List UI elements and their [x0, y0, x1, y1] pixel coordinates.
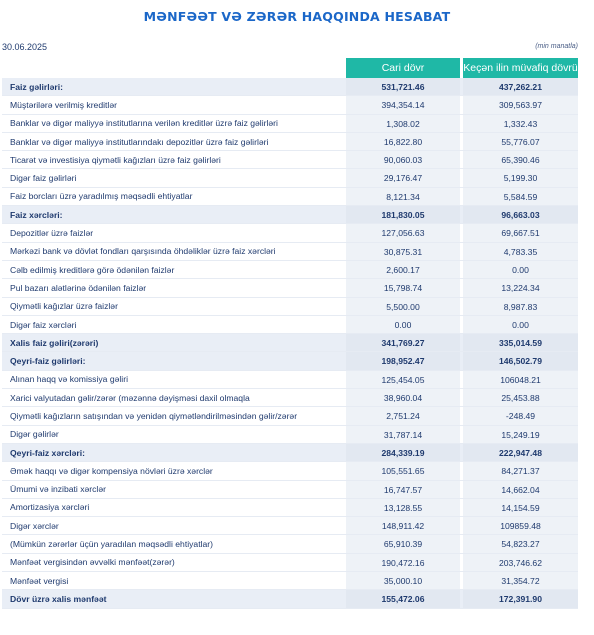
table-header: [2, 58, 578, 78]
table-row: [2, 389, 578, 407]
value-current: 198,952.47: [346, 352, 460, 369]
value-current: 125,454.05: [346, 371, 460, 388]
value-previous: 31,354.72: [463, 572, 578, 589]
row-label: Digər faiz xərcləri: [10, 319, 77, 330]
row-label: Xarici valyutadan gəlir/zərər (məzənnə dəyişməsi daxil olmaqla: [10, 392, 250, 403]
value-current: 16,822.80: [346, 133, 460, 150]
value-previous: 13,224.34: [463, 279, 578, 296]
value-previous: 15,249.19: [463, 426, 578, 443]
value-previous: 25,453.88: [463, 389, 578, 406]
table-row: [2, 554, 578, 572]
report-date: 30.06.2025: [2, 42, 48, 52]
row-label: Amortizasiya xərcləri: [10, 502, 90, 513]
row-label: (Mümkün zərərlər üçün yaradılan məqsədli ehtiyatlar): [10, 539, 213, 550]
value-previous: 14,154.59: [463, 499, 578, 516]
row-label: Depozitlər üzrə faizlər: [10, 228, 94, 239]
table-row: [2, 444, 578, 462]
row-label: Digər xərclər: [10, 520, 59, 531]
income-statement-table: [2, 58, 578, 609]
table-row: [2, 371, 578, 389]
value-current: 13,128.55: [346, 499, 460, 516]
row-label: Qeyri-faiz gəlirləri:: [10, 356, 86, 367]
table-row: [2, 151, 578, 169]
table-row: [2, 517, 578, 535]
value-previous: 335,014.59: [463, 334, 578, 351]
row-label: Mənfəət vergisindən əvvəlki mənfəət(zərər): [10, 557, 175, 568]
row-label: Qiymətli kağızlar üzrə faizlər: [10, 301, 118, 312]
value-current: 394,354.14: [346, 96, 460, 113]
value-previous: 309,563.97: [463, 96, 578, 113]
row-label: Faiz borcları üzrə yaradılmış məqsədli ehtiyatlar: [10, 191, 193, 202]
value-previous: 0.00: [463, 261, 578, 278]
value-current: 15,798.74: [346, 279, 460, 296]
table-row: [2, 407, 578, 425]
table-row: [2, 298, 578, 316]
row-label: Ümumi və inzibati xərclər: [10, 484, 106, 495]
value-previous: 4,783.35: [463, 243, 578, 260]
column-header-current: Cari dövr: [346, 58, 460, 78]
value-previous: 203,746.62: [463, 554, 578, 571]
value-current: 8,121.34: [346, 188, 460, 205]
table-row: [2, 316, 578, 334]
row-label: Mərkəzi bank və dövlət fondları qarşısında öhdəliklər üzrə faiz xərcləri: [10, 246, 276, 257]
table-body: [2, 78, 578, 609]
row-label: Banklar və digər maliyyə institutlarına verilən kreditlər üzrə faiz gəlirləri: [10, 118, 278, 129]
table-row: [2, 334, 578, 352]
value-previous: 84,271.37: [463, 462, 578, 479]
table-row: [2, 462, 578, 480]
value-current: 148,911.42: [346, 517, 460, 534]
value-current: 0.00: [346, 316, 460, 333]
header-spacer: [2, 58, 344, 78]
value-current: 127,056.63: [346, 224, 460, 241]
value-previous: -248.49: [463, 407, 578, 424]
row-label: Alınan haqq və komissiya gəliri: [10, 374, 128, 385]
row-label: Mənfəət vergisi: [10, 575, 69, 586]
currency-unit: (min manatla): [535, 43, 578, 50]
row-label: Xalis faiz gəliri(zərəri): [10, 337, 99, 348]
value-current: 531,721.46: [346, 78, 460, 95]
value-current: 1,308.02: [346, 115, 460, 132]
row-label: Qiymətli kağızların satışından və yenidən qiymətləndirilməsindən gəlir/zərər: [10, 410, 298, 421]
row-label: Ticarət və investisiya qiymətli kağızları üzrə faiz gəlirləri: [10, 154, 221, 165]
value-current: 65,910.39: [346, 535, 460, 552]
table-row: [2, 352, 578, 370]
row-label: Banklar və digər maliyyə institutlarındakı depozitlər üzrə faiz gəlirləri: [10, 136, 269, 147]
value-current: 284,339.19: [346, 444, 460, 461]
value-current: 341,769.27: [346, 334, 460, 351]
value-current: 155,472.06: [346, 590, 460, 607]
table-row: [2, 188, 578, 206]
row-label: Dövr üzrə xalis mənfəət: [10, 593, 107, 604]
report-title: MƏNFƏƏT VƏ ZƏRƏR HAQQINDA HESABAT: [143, 9, 451, 24]
table-row: [2, 535, 578, 553]
value-current: 190,472.16: [346, 554, 460, 571]
value-previous: 437,262.21: [463, 78, 578, 95]
value-previous: 54,823.27: [463, 535, 578, 552]
value-current: 105,551.65: [346, 462, 460, 479]
row-label: Digər gəlirlər: [10, 429, 59, 440]
value-previous: 5,199.30: [463, 169, 578, 186]
value-current: 35,000.10: [346, 572, 460, 589]
value-previous: 109859.48: [463, 517, 578, 534]
value-previous: 1,332.43: [463, 115, 578, 132]
value-previous: 65,390.46: [463, 151, 578, 168]
value-previous: 0.00: [463, 316, 578, 333]
row-label: Pul bazarı alətlərinə ödənilən faizlər: [10, 282, 147, 293]
value-current: 29,176.47: [346, 169, 460, 186]
value-previous: 146,502.79: [463, 352, 578, 369]
row-label: Digər faiz gəlirləri: [10, 173, 77, 184]
table-row: [2, 572, 578, 590]
row-label: Cəlb edilmiş kreditlərə görə ödənilən faizlər: [10, 264, 175, 275]
table-row: [2, 426, 578, 444]
row-label: Müştərilərə verilmiş kreditlər: [10, 99, 117, 110]
table-row: [2, 481, 578, 499]
value-current: 16,747.57: [346, 481, 460, 498]
table-row: [2, 499, 578, 517]
table-row: [2, 261, 578, 279]
value-current: 31,787.14: [346, 426, 460, 443]
row-label: Əmək haqqı və digər kompensiya növləri üzrə xərclər: [10, 465, 213, 476]
row-label: Qeyri-faiz xərcləri:: [10, 447, 85, 458]
column-header-previous: Keçən ilin müvafiq dövrü: [463, 58, 578, 78]
table-row: [2, 224, 578, 242]
value-current: 38,960.04: [346, 389, 460, 406]
table-row: [2, 590, 578, 608]
value-current: 2,751.24: [346, 407, 460, 424]
value-previous: 14,662.04: [463, 481, 578, 498]
row-label: Faiz xərcləri:: [10, 209, 63, 220]
value-previous: 96,663.03: [463, 206, 578, 223]
value-previous: 172,391.90: [463, 590, 578, 607]
table-row: [2, 115, 578, 133]
value-current: 181,830.05: [346, 206, 460, 223]
table-row: [2, 133, 578, 151]
value-current: 2,600.17: [346, 261, 460, 278]
table-row: [2, 279, 578, 297]
value-previous: 69,667.51: [463, 224, 578, 241]
value-previous: 5,584.59: [463, 188, 578, 205]
table-row: [2, 206, 578, 224]
value-previous: 55,776.07: [463, 133, 578, 150]
value-current: 90,060.03: [346, 151, 460, 168]
table-row: [2, 169, 578, 187]
value-current: 5,500.00: [346, 298, 460, 315]
table-row: [2, 243, 578, 261]
table-row: [2, 96, 578, 114]
value-previous: 106048.21: [463, 371, 578, 388]
value-previous: 8,987.83: [463, 298, 578, 315]
table-row: [2, 78, 578, 96]
row-label: Faiz gəlirləri:: [10, 81, 64, 92]
value-previous: 222,947.48: [463, 444, 578, 461]
value-current: 30,875.31: [346, 243, 460, 260]
